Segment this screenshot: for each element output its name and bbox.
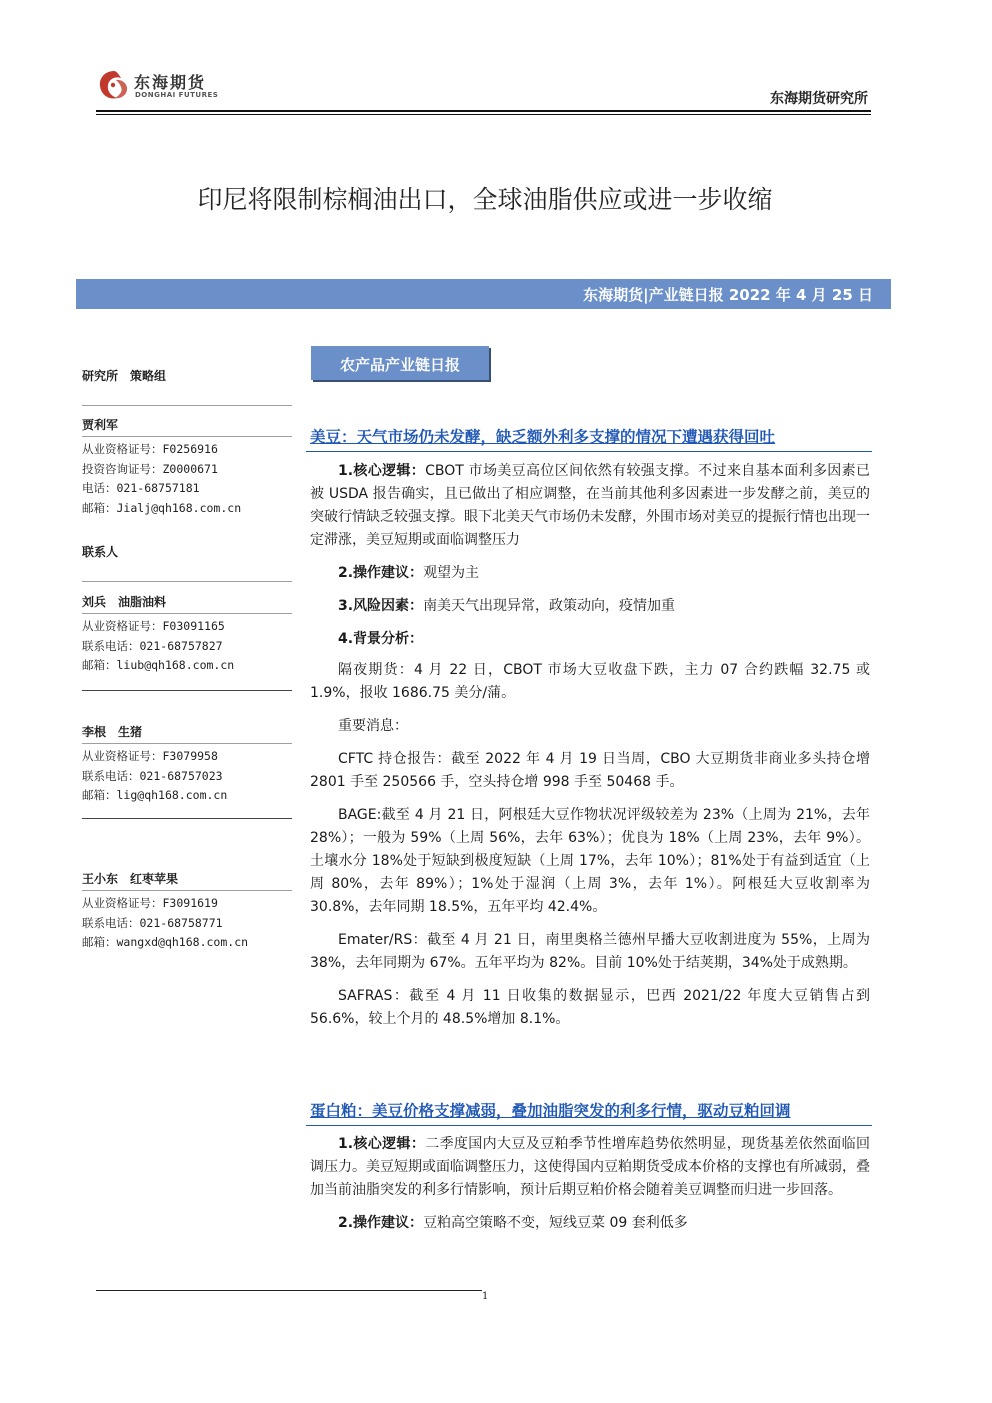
contact-license: 从业资格证号：F3079958	[82, 749, 218, 763]
background-paragraph: BAGE:截至 4 月 21 日，阿根廷大豆作物状况评级较差为 23%（上周为 21%，去年 28%）；一般为 59%（上周 56%，去年 63%）；优良为 18%（上周 23%，去年 9%）。土壤水分 18%处于短缺到极度短缺（上周 17%，去年 10%）；81%处于有益到适宜（上周 80%，去年 89%）；1%处于湿润（上周 3%，去年 1%）。阿根廷大豆收割率为 30.8%，去年同期 18.5%，五年平均 42.4%。	[310, 807, 870, 915]
analyst-license: 从业资格证号：F0256916	[82, 442, 218, 456]
page-number: 1	[482, 1291, 489, 1302]
header-divider-thin	[96, 114, 871, 115]
header-organization: 东海期货研究所	[770, 91, 868, 107]
core-logic-text: CBOT 市场美豆高位区间依然有较强支撑。不过来自基本面利多因素已被 USDA 报告确实，且已做出了相应调整，在当前其他利多因素进一步发酵之前，美豆的突破行情缺乏较强支撑。眼下北美天气市场仍未发酵，外围市场对美豆的提振行情也出现一定滞涨，美豆短期或面临调整压力	[310, 463, 870, 548]
contact-name-rule	[82, 613, 292, 614]
category-label-text: 农产品产业链日报	[339, 356, 460, 374]
contact-card	[82, 593, 292, 676]
sidebar-rule-wrap	[82, 405, 292, 406]
section-title-rule	[306, 451, 872, 452]
contact-license: 从业资格证号：F03091165	[82, 619, 225, 633]
logo-english-text: DONGHAI FUTURES	[135, 91, 219, 99]
company-logo	[96, 66, 236, 106]
risk-text: 南美天气出现异常，政策动向，疫情加重	[423, 598, 676, 614]
advice-text: 观望为主	[423, 565, 480, 581]
advice-paragraph	[310, 562, 870, 585]
contact-phone: 联系电话：021-68758771	[82, 915, 223, 930]
core-logic-paragraph	[310, 1133, 870, 1202]
analyst-card	[82, 416, 292, 518]
risk-label: 3.风险因素：	[338, 598, 424, 614]
core-logic-paragraph	[310, 460, 870, 552]
background-paragraph: SAFRAS：截至 4 月 11 日收集的数据显示，巴西 2021/22 年度大豆销售占到 56.6%，较上个月的 48.5%增加 8.1%。	[310, 988, 870, 1027]
contact-name: 王小东 红枣苹果	[82, 872, 179, 886]
category-label	[311, 346, 489, 380]
sidebar-dept	[82, 367, 292, 384]
contact-card-bottom-rule	[82, 818, 292, 819]
advice-label: 2.操作建议：	[338, 565, 424, 581]
background-paragraph: 隔夜期货：4 月 22 日，CBOT 市场大豆收盘下跌，主力 07 合约跌幅 32.75 或 1.9%，报收 1686.75 美分/蒲。	[310, 662, 870, 701]
contact-card	[82, 723, 292, 806]
section-protein-meal	[310, 1099, 870, 1121]
core-logic-text: 二季度国内大豆及豆粕季节性增库趋势依然明显，现货基差依然面临回调压力。美豆短期或面临调整压力，这使得国内豆粕期货受成本价格的支撑也有所减弱，叠加当前油脂突发的利多行情影响，预计后期豆粕价格会随着美豆调整而归进一步回落。	[310, 1136, 870, 1198]
core-logic-label: 1.核心逻辑：	[338, 1136, 426, 1152]
banner-text: 东海期货|产业链日报 2022 年 4 月 25 日	[583, 286, 873, 304]
report-banner	[76, 279, 891, 309]
contact-email[interactable]: 邮箱：wangxd@qh168.com.cn	[82, 935, 249, 949]
contact-name-rule	[82, 743, 292, 744]
background-paragraph: 重要消息：	[338, 718, 408, 734]
background-heading	[310, 628, 870, 651]
footer-divider	[96, 1290, 482, 1291]
section-title-rule	[306, 1125, 872, 1126]
contact-card-bottom-wrap	[82, 690, 292, 691]
analyst-advisory-license: 投资咨询证号：Z0000671	[82, 461, 218, 476]
section-soybean	[310, 425, 870, 447]
contact-license: 从业资格证号：F3091619	[82, 896, 218, 910]
advice-text: 豆粕高空策略不变，短线豆菜 09 套利低多	[423, 1215, 688, 1231]
contact-card-bottom-wrap	[82, 818, 292, 819]
analyst-name: 贾利军	[82, 418, 119, 432]
contact-email[interactable]: 邮箱：liub@qh168.com.cn	[82, 658, 235, 672]
section-title[interactable]: 蛋白粕：美豆价格支撑减弱，叠加油脂突发的利多行情，驱动豆粕回调	[310, 1102, 791, 1120]
section-title[interactable]: 美豆：天气市场仍未发酵，缺乏额外利多支撑的情况下遭遇获得回吐	[310, 428, 776, 446]
background-paragraph: CFTC 持仓报告：截至 2022 年 4 月 19 日当周，CBO 大豆期货非商业多头持仓增 2801 手至 250566 手，空头持仓增 998 手至 50468 手。	[310, 751, 870, 790]
contact-email[interactable]: 邮箱：lig@qh168.com.cn	[82, 788, 228, 802]
analyst-phone: 电话：021-68757181	[82, 481, 200, 495]
contact-divider	[82, 581, 292, 582]
background-paragraph: Emater/RS：截至 4 月 21 日，南里奥格兰德州早播大豆收割进度为 55%，上周为 38%，去年同期为 67%。五年平均为 82%。目前 10%处于结荚期，34%处于成熟期。	[310, 932, 870, 971]
contact-card	[82, 870, 292, 953]
section-protein-meal-body	[310, 1133, 870, 1235]
contact-phone: 联系电话：021-68757023	[82, 768, 223, 783]
core-logic-label: 1.核心逻辑：	[338, 463, 426, 479]
dept-heading: 研究所 策略组	[82, 369, 167, 383]
contact-card-bottom-rule	[82, 690, 292, 691]
analyst-name-rule	[82, 436, 292, 437]
analyst-email[interactable]: 邮箱：Jialj@qh168.com.cn	[82, 500, 242, 515]
section-soybean-body	[310, 460, 870, 1031]
advice-paragraph	[310, 1212, 870, 1235]
logo-chinese-text: 东海期货	[134, 73, 207, 92]
contact-phone: 联系电话：021-68757827	[82, 638, 223, 653]
contact-heading-wrap	[82, 543, 292, 560]
sidebar-divider	[82, 405, 292, 406]
contact-name: 刘兵 油脂油料	[82, 595, 167, 609]
background-label: 4.背景分析：	[338, 631, 424, 647]
contact-heading: 联系人	[82, 545, 119, 559]
contact-name-rule	[82, 890, 292, 891]
header-divider	[96, 110, 871, 112]
contact-name: 李根 生猪	[82, 725, 143, 739]
contact-rule-wrap	[82, 581, 292, 582]
dragon-logo-icon	[96, 68, 132, 102]
risk-paragraph	[310, 595, 870, 618]
advice-label: 2.操作建议：	[338, 1215, 424, 1231]
document-title: 印尼将限制棕榈油出口，全球油脂供应或进一步收缩	[197, 185, 773, 214]
